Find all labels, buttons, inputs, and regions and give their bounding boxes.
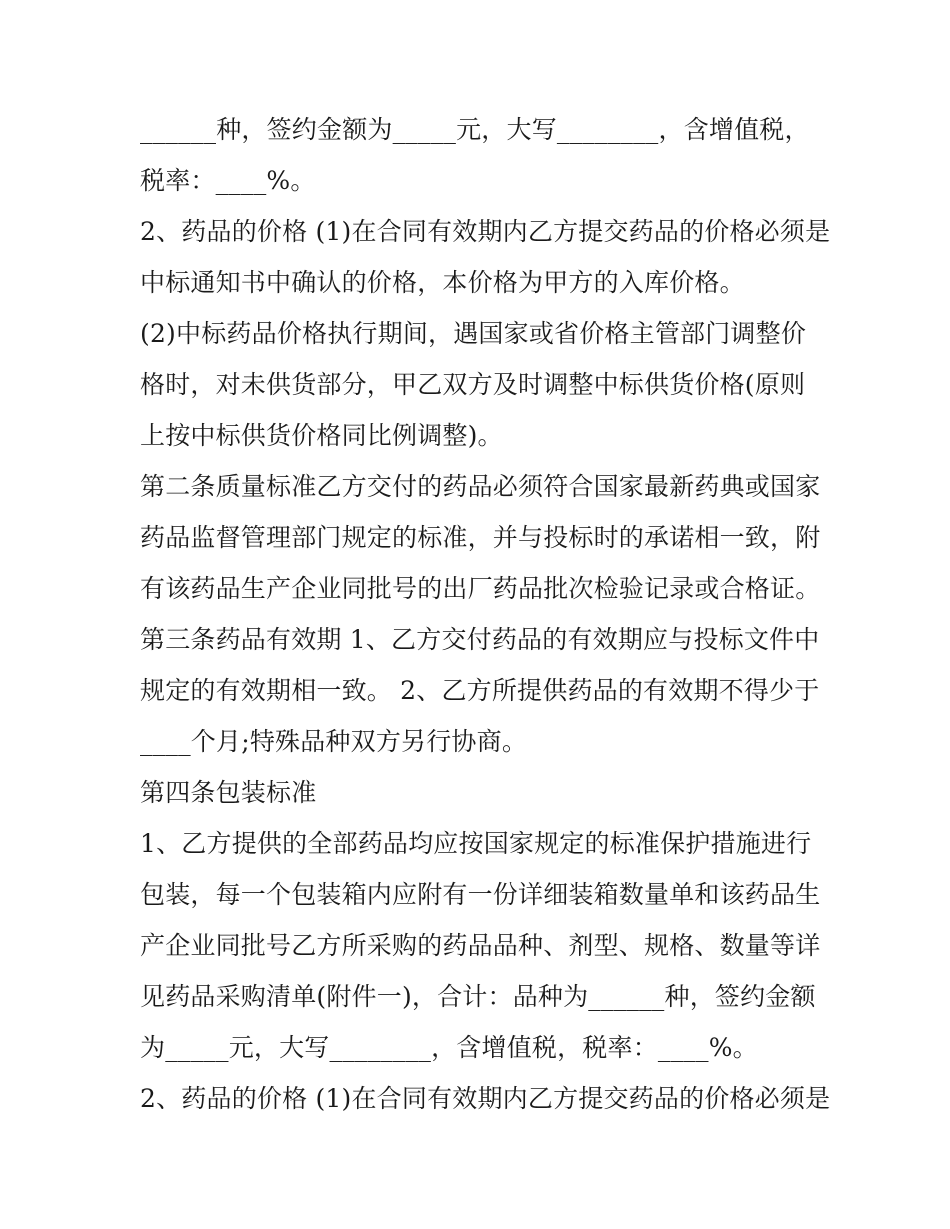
text-line: 有该药品生产企业同批号的出厂药品批次检验记录或合格证。 <box>140 574 821 603</box>
text-line: 格时，对未供货部分，甲乙双方及时调整中标供货价格(原则 <box>140 370 806 399</box>
text-line: 上按中标供货价格同比例调整)。 <box>140 421 503 450</box>
text-line: ______种，签约金额为_____元，大写________，含增值税， <box>140 115 810 144</box>
text-line: 规定的有效期相一致。 2、乙方所提供药品的有效期不得少于 <box>140 676 820 705</box>
text-line: 药品监督管理部门规定的标准，并与投标时的承诺相一致，附 <box>140 523 821 552</box>
text-line: (2)中标药品价格执行期间，遇国家或省价格主管部门调整价 <box>140 319 807 348</box>
text-line: 2、药品的价格 (1)在合同有效期内乙方提交药品的价格必须是 <box>140 1084 831 1113</box>
text-line: 第二条质量标准乙方交付的药品必须符合国家最新药典或国家 <box>140 472 821 501</box>
text-line: ____个月;特殊品种双方另行协商。 <box>140 727 528 756</box>
text-line: 税率：____%。 <box>140 166 316 195</box>
text-line: 2、药品的价格 (1)在合同有效期内乙方提交药品的价格必须是 <box>140 217 831 246</box>
text-line: 中标通知书中确认的价格，本价格为甲方的入库价格。 <box>140 268 745 297</box>
text-line: 为_____元，大写________，含增值税，税率：____%。 <box>140 1033 758 1062</box>
text-line: 第三条药品有效期 1、乙方交付药品的有效期应与投标文件中 <box>140 625 820 654</box>
text-line: 第四条包装标准 <box>140 778 317 807</box>
text-line: 见药品采购清单(附件一)，合计：品种为______种，签约金额 <box>140 982 816 1011</box>
text-line: 包装，每一个包装箱内应附有一份详细装箱数量单和该药品生 <box>140 880 821 909</box>
text-line: 产企业同批号乙方所采购的药品品种、剂型、规格、数量等详 <box>140 931 821 960</box>
text-line: 1、乙方提供的全部药品均应按国家规定的标准保护措施进行 <box>140 829 812 858</box>
